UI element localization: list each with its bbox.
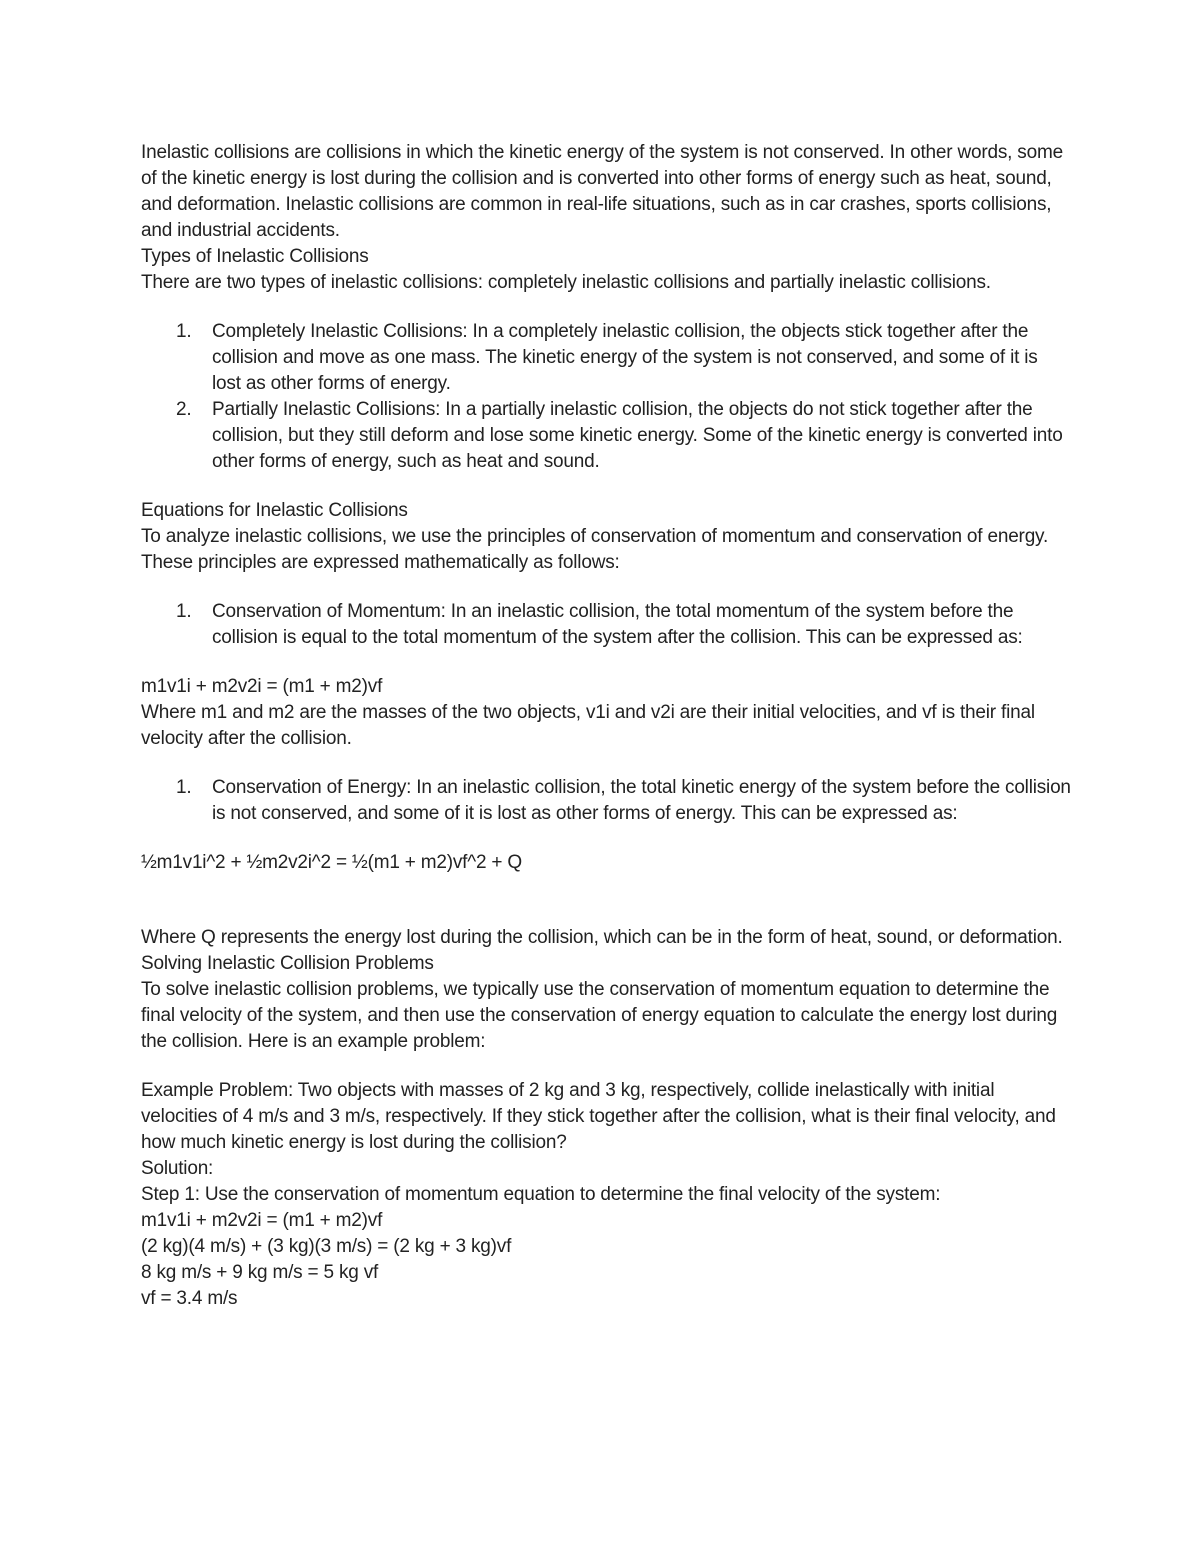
- energy-list: [141, 775, 1071, 827]
- spacer: [141, 296, 1071, 319]
- types-list: [141, 319, 1071, 475]
- list-item-text: Conservation of Energy: In an inelastic collision, the total kinetic energy of the system before the collision is not conserved, and some of it is lost as other forms of energy. This can be expressed as:: [212, 777, 1071, 824]
- equations-heading: Equations for Inelastic Collisions: [141, 500, 408, 521]
- momentum-equation: m1v1i + m2v2i = (m1 + m2)vf: [141, 676, 383, 697]
- solution-line: 8 kg m/s + 9 kg m/s = 5 kg vf: [141, 1262, 379, 1283]
- intro-paragraph: Inelastic collisions are collisions in which the kinetic energy of the system is not conserved. In other words, some of the kinetic energy is lost during the collision and is converted into other forms of energy such as heat, sound, and deformation. Inelastic collisions are common in real-life situations, such as in car crashes, sports collisions, and industrial accidents.: [141, 142, 1063, 241]
- list-item: [141, 599, 1071, 651]
- solving-intro-paragraph: To solve inelastic collision problems, we typically use the conservation of momentum equation to determine the final velocity of the system, and then use the conservation of energy equation to calculate the energy lost during the collision. Here is an example problem:: [141, 979, 1058, 1052]
- list-item-text: Completely Inelastic Collisions: In a completely inelastic collision, the objects stick together after the collision and move as one mass. The kinetic energy of the system is not conserved, and some of it is lost as other forms of energy.: [212, 321, 1038, 394]
- energy-where-paragraph: Where Q represents the energy lost during the collision, which can be in the form of heat, sound, or deformation.: [141, 927, 1063, 948]
- momentum-list: [141, 599, 1071, 651]
- energy-equation: ½m1v1i^2 + ½m2v2i^2 = ½(m1 + m2)vf^2 + Q: [141, 852, 522, 873]
- list-item: [141, 397, 1071, 475]
- spacer: [141, 752, 1071, 775]
- spacer: [141, 651, 1071, 674]
- list-item: [141, 775, 1071, 827]
- list-number: 2.: [176, 399, 192, 420]
- list-item: [141, 319, 1071, 397]
- types-heading: Types of Inelastic Collisions: [141, 246, 369, 267]
- solution-line: vf = 3.4 m/s: [141, 1288, 238, 1309]
- example-problem-paragraph: Example Problem: Two objects with masses of 2 kg and 3 kg, respectively, collide inelastically with initial velocities of 4 m/s and 3 m/s, respectively. If they stick together after the collision, what is their final velocity, and how much kinetic energy is lost during the collision?: [141, 1080, 1056, 1153]
- solution-line: Step 1: Use the conservation of momentum equation to determine the final velocity of the system:: [141, 1184, 941, 1205]
- momentum-where-paragraph: Where m1 and m2 are the masses of the two objects, v1i and v2i are their initial velocities, and vf is their final velocity after the collision.: [141, 702, 1035, 749]
- document-body: [141, 140, 1071, 1312]
- list-number: 1.: [176, 777, 192, 798]
- types-intro-paragraph: There are two types of inelastic collisions: completely inelastic collisions and partially inelastic collisions.: [141, 272, 991, 293]
- spacer: [141, 475, 1071, 498]
- solution-line: (2 kg)(4 m/s) + (3 kg)(3 m/s) = (2 kg + 3 kg)vf: [141, 1236, 512, 1257]
- list-item-text: Conservation of Momentum: In an inelastic collision, the total momentum of the system before the collision is equal to the total momentum of the system after the collision. This can be expressed as:: [212, 601, 1023, 648]
- list-number: 1.: [176, 321, 192, 342]
- spacer: [141, 1055, 1071, 1078]
- spacer: [141, 576, 1071, 599]
- spacer: [141, 876, 1071, 925]
- list-item-text: Partially Inelastic Collisions: In a partially inelastic collision, the objects do not stick together after the collision, but they still deform and lose some kinetic energy. Some of the kinetic energy is converted into other forms of energy, such as heat and sound.: [212, 399, 1063, 472]
- spacer: [141, 827, 1071, 850]
- solution-label: Solution:: [141, 1158, 214, 1179]
- equations-intro-paragraph: To analyze inelastic collisions, we use the principles of conservation of momentum and conservation of energy. These principles are expressed mathematically as follows:: [141, 526, 1049, 573]
- solution-line: m1v1i + m2v2i = (m1 + m2)vf: [141, 1210, 383, 1231]
- list-number: 1.: [176, 601, 192, 622]
- solving-heading: Solving Inelastic Collision Problems: [141, 953, 434, 974]
